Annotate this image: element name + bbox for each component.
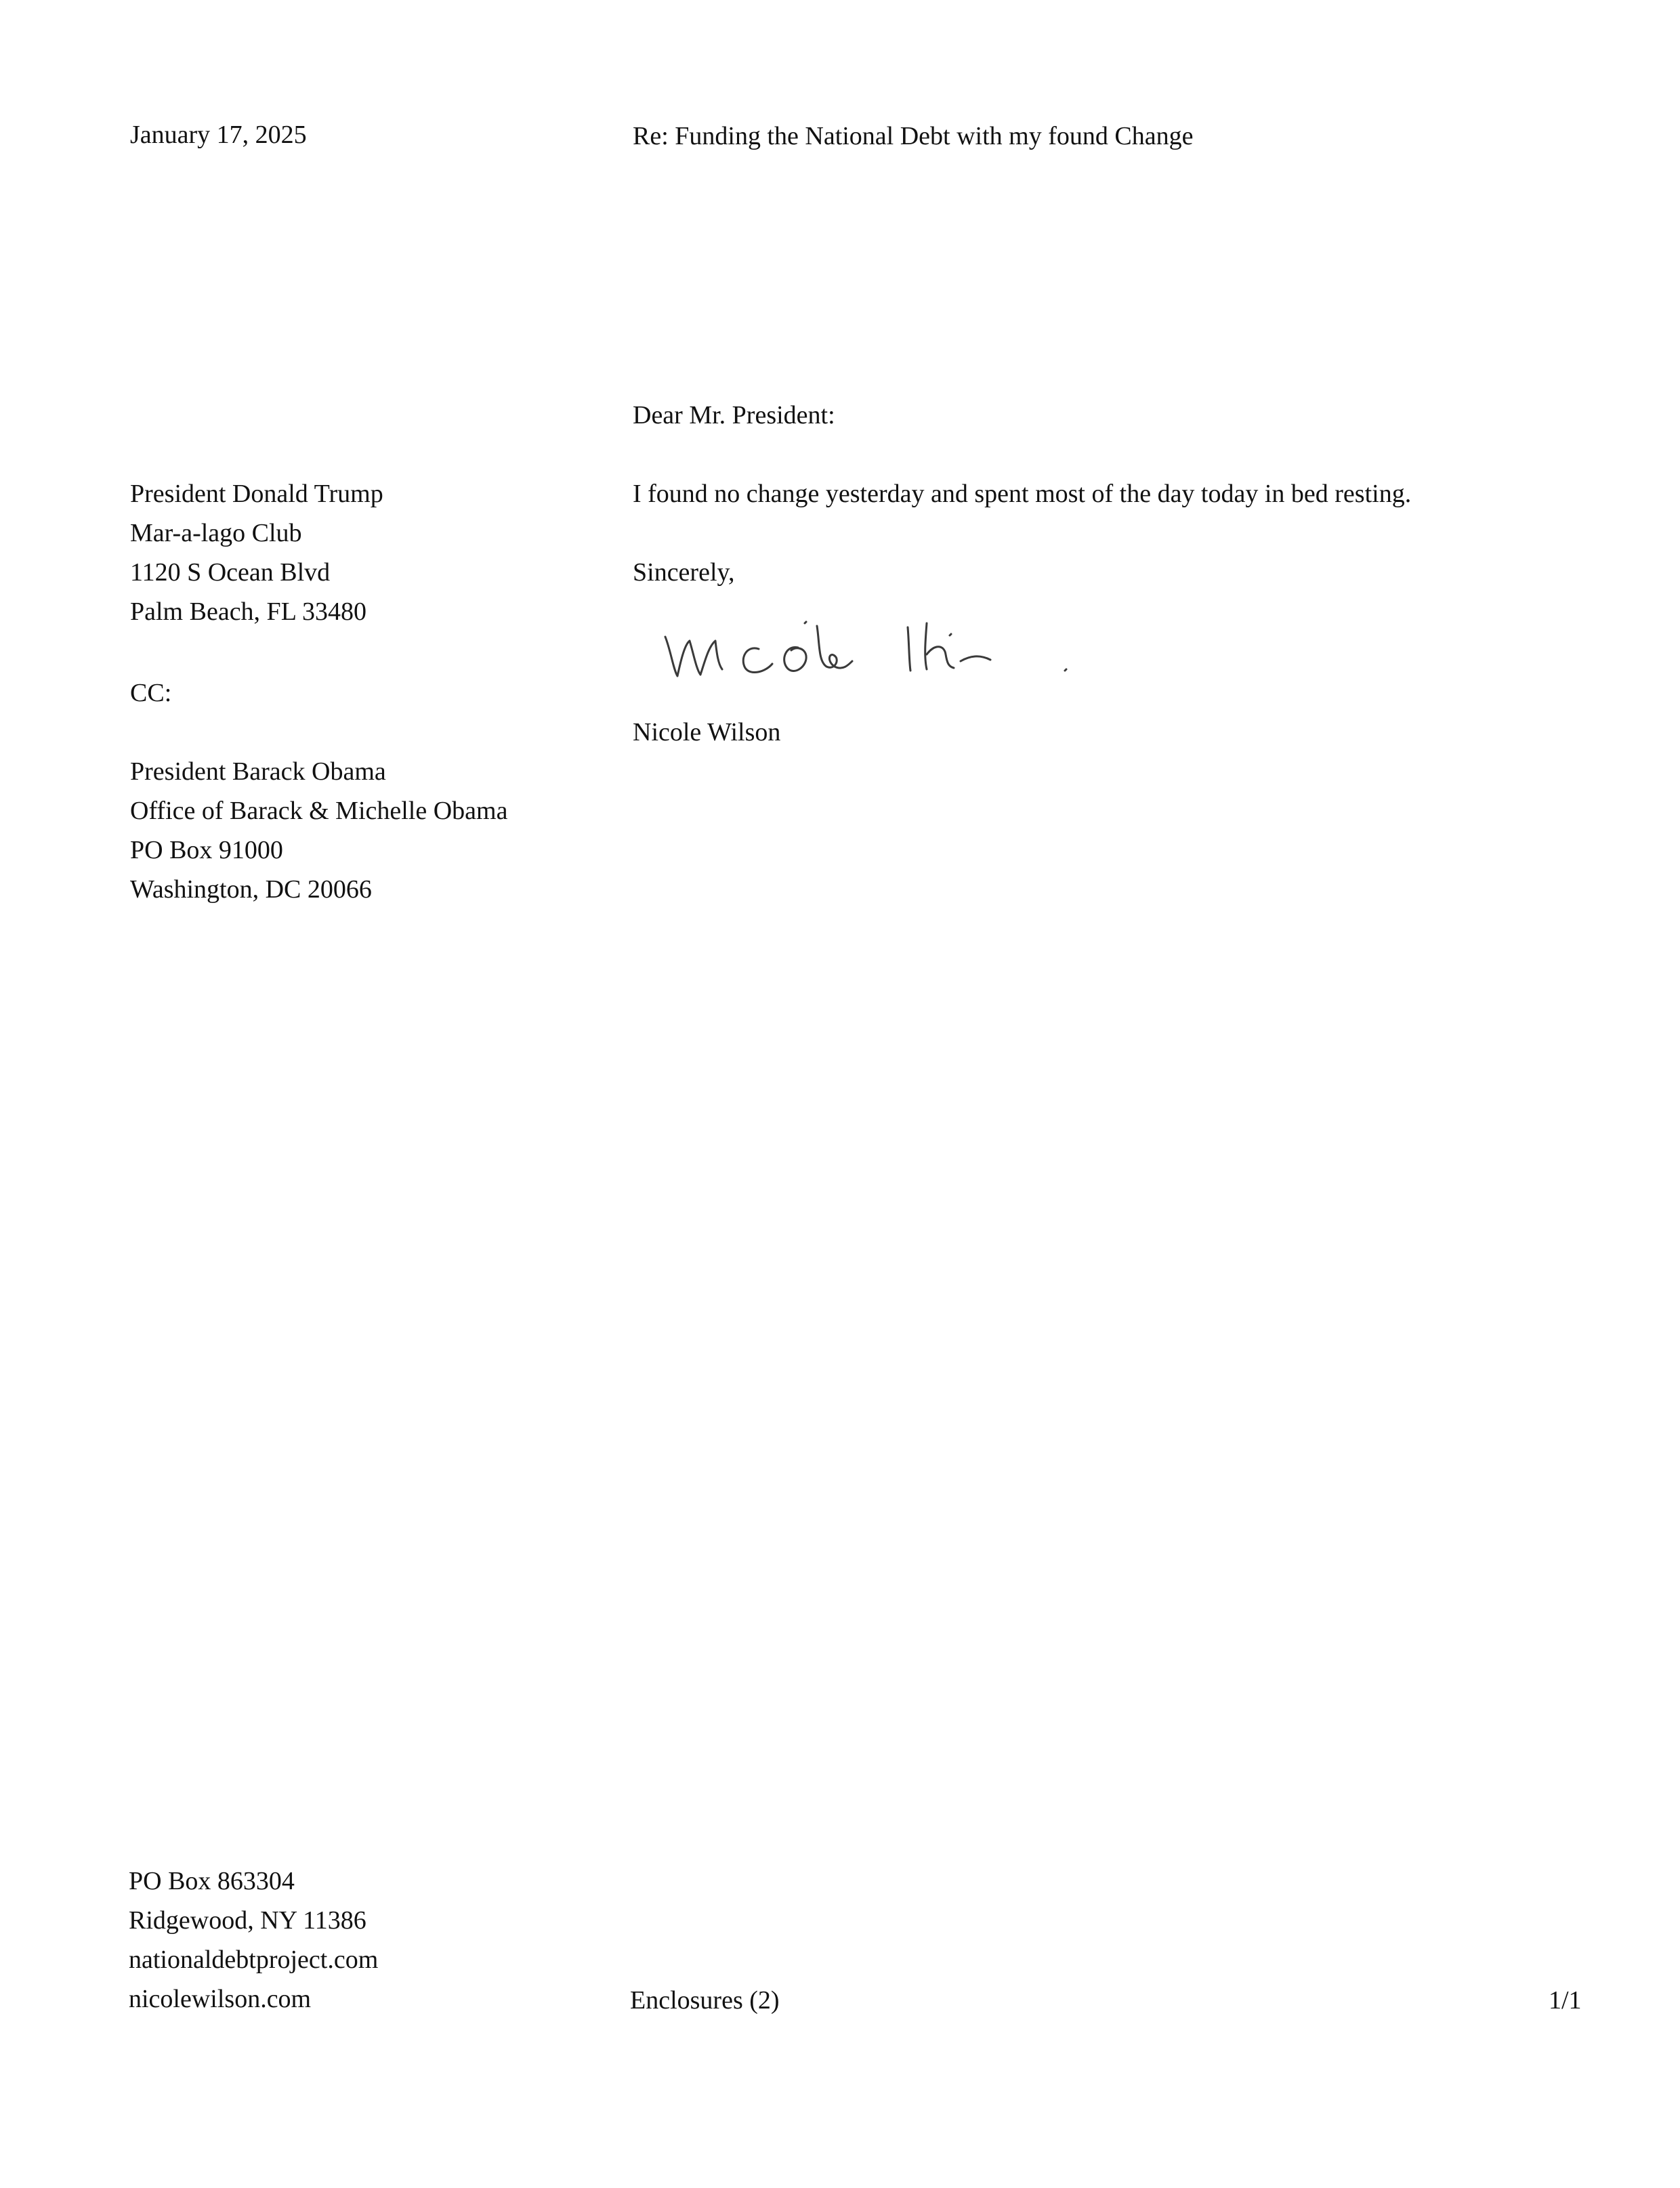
cc-recipient-address (130, 752, 507, 909)
recipient-organization: Mar-a-lago Club (130, 519, 302, 547)
signature-scribble-icon (657, 596, 1091, 691)
closing: Sincerely, (633, 558, 735, 587)
salutation: Dear Mr. President: (633, 401, 835, 429)
cc-recipient-name: President Barack Obama (130, 757, 386, 786)
recipient-street: 1120 S Ocean Blvd (130, 558, 331, 587)
subject-line: Re: Funding the National Debt with my found Change (633, 122, 1194, 150)
cc-recipient-city: Washington, DC 20066 (130, 875, 372, 904)
recipient-address (130, 474, 383, 631)
enclosures-note: Enclosures (2) (630, 1986, 780, 2015)
sender-name: Nicole Wilson (633, 718, 781, 746)
letter-body: I found no change yesterday and spent most of the day today in bed resting. (633, 480, 1412, 508)
cc-label: CC: (130, 679, 172, 707)
recipient-city: Palm Beach, FL 33480 (130, 597, 366, 626)
footer-website-1: nationaldebtproject.com (129, 1945, 379, 1974)
cc-recipient-po-box: PO Box 91000 (130, 836, 283, 864)
letter-date: January 17, 2025 (130, 121, 307, 149)
cc-recipient-office: Office of Barack & Michelle Obama (130, 797, 508, 825)
handwritten-signature (657, 596, 1091, 691)
recipient-name: President Donald Trump (130, 480, 383, 508)
footer-website-2: nicolewilson.com (129, 1985, 312, 2013)
sender-footer-address (129, 1861, 378, 2019)
footer-city: Ridgewood, NY 11386 (129, 1906, 366, 1935)
page-number: 1/1 (1549, 1986, 1582, 2015)
footer-po-box: PO Box 863304 (129, 1867, 295, 1895)
